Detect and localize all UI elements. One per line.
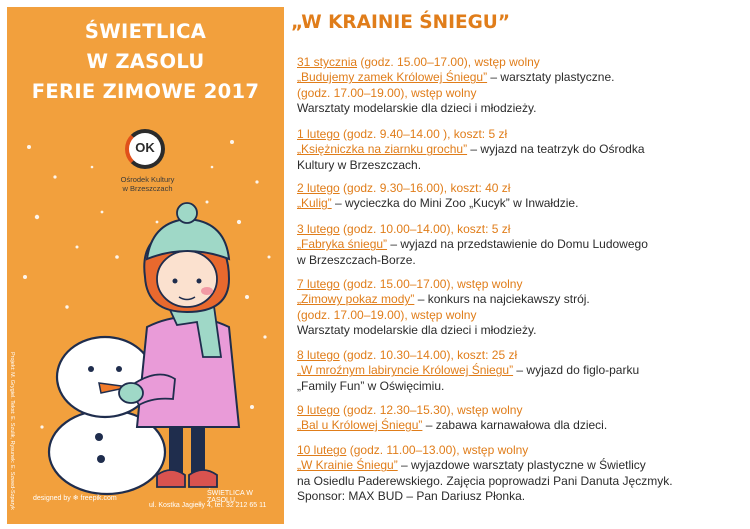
event-title: „Kulig” <box>297 196 332 211</box>
event-date: 1 lutego <box>297 127 340 141</box>
address-line-1: ŚWIETLICA W ZASOLU, <box>207 490 253 504</box>
logo-place: w Brzeszczach <box>122 184 173 193</box>
poster-title-line-1: ŚWIETLICA <box>84 20 207 43</box>
event-item <box>297 277 749 339</box>
event-title: „W Krainie Śniegu” <box>297 458 398 473</box>
event-date: 31 stycznia <box>297 55 358 69</box>
event-item <box>297 127 749 173</box>
program-heading: „W KRAINIE ŚNIEGU” <box>291 12 510 33</box>
event-extra-description: Warsztaty modelarskie dla dzieci i młodzieży. <box>297 101 537 116</box>
event-date: 9 lutego <box>297 403 340 417</box>
event-description: – wyjazdowe warsztaty plastyczne w Świetlicy <box>397 458 646 473</box>
event-title: „Księżniczka na ziarnku grochu” <box>297 142 468 157</box>
event-description-continued: na Osiedlu Paderewskiego. Zajęcia poprowadzi Pani Danuta Jęczmyk. <box>297 473 673 488</box>
winter-illustration <box>7 7 284 524</box>
event-details: (godz. 15.00–17.00), wstęp wolny <box>357 55 540 69</box>
poster-panel <box>7 7 284 524</box>
event-date: 3 lutego <box>297 222 340 236</box>
event-extra-time: (godz. 17.00–19.00), wstęp wolny <box>297 307 477 322</box>
event-description: – warsztaty plastyczne. <box>487 70 615 85</box>
poster-credits: Projekt: M. Grygiel. Tekst: E. Szulik, Rysunek: E. Szwed-Szparyk <box>9 352 15 510</box>
event-date: 7 lutego <box>297 277 340 291</box>
address-line-2: ul. Kostka Jagiełły 4, tel. 32 212 65 11 <box>149 502 267 509</box>
event-item <box>297 348 749 394</box>
event-title: „W mroźnym labiryncie Królowej Śniegu” <box>297 363 514 378</box>
event-details: (godz. 10.30–14.00), koszt: 25 zł <box>339 348 518 362</box>
event-description-continued: Kultury w Brzeszczach. <box>297 157 422 172</box>
event-description: – wyjazd do figlo-parku <box>513 363 640 378</box>
event-description: – wyjazd na teatrzyk do Ośrodka <box>467 142 645 157</box>
event-title: „Bal u Królowej Śniegu” <box>297 418 423 433</box>
event-details: (godz. 15.00–17.00), wstęp wolny <box>339 277 523 291</box>
event-details: (godz. 12.30–15.30), wstęp wolny <box>339 403 523 417</box>
event-extra-time: (godz. 17.00–19.00), wstęp wolny <box>297 85 477 100</box>
event-description: – wyjazd na przedstawienie do Domu Ludowego <box>387 237 648 252</box>
event-description-continued: „Family Fun” w Oświęcimiu. <box>297 378 445 393</box>
logo-letters: OK <box>135 140 155 155</box>
event-item <box>297 55 749 117</box>
event-description-continued: w Brzeszczach-Borze. <box>297 252 416 267</box>
event-title: „Zimowy pokaz mody” <box>297 292 415 307</box>
poster-title-line-3: FERIE ZIMOWE 2017 <box>31 80 260 103</box>
event-details: (godz. 10.00–14.00), koszt: 5 zł <box>339 222 511 236</box>
event-sponsor: Sponsor: MAX BUD – Pan Dariusz Płonka. <box>297 489 526 504</box>
event-item <box>297 443 749 505</box>
event-item <box>297 222 749 268</box>
event-description: – konkurs na najciekawszy strój. <box>414 292 590 307</box>
event-details: (godz. 9.30–16.00), koszt: 40 zł <box>339 181 511 195</box>
event-extra-description: Warsztaty modelarskie dla dzieci i młodzieży. <box>297 323 537 338</box>
event-item <box>297 181 749 212</box>
event-details: (godz. 9.40–14.00 ), koszt: 5 zł <box>339 127 508 141</box>
logo <box>95 125 200 205</box>
designed-by: designed by ❄ freepik.com <box>33 495 117 502</box>
event-title: „Budujemy zamek Królowej Śniegu” <box>297 70 488 85</box>
event-date: 2 lutego <box>297 181 340 195</box>
event-description: – wycieczka do Mini Zoo „Kucyk” w Inwałdzie. <box>331 196 579 211</box>
event-date: 10 lutego <box>297 443 347 457</box>
event-date: 8 lutego <box>297 348 340 362</box>
event-title: „Fabryka śniegu” <box>297 237 388 252</box>
event-details: (godz. 11.00–13.00), wstęp wolny <box>346 443 529 457</box>
event-item <box>297 403 749 434</box>
logo-name: Ośrodek Kultury <box>120 175 175 184</box>
event-description: – zabawa karnawałowa dla dzieci. <box>422 418 608 433</box>
poster-title-line-2: W ZASOLU <box>86 50 205 73</box>
